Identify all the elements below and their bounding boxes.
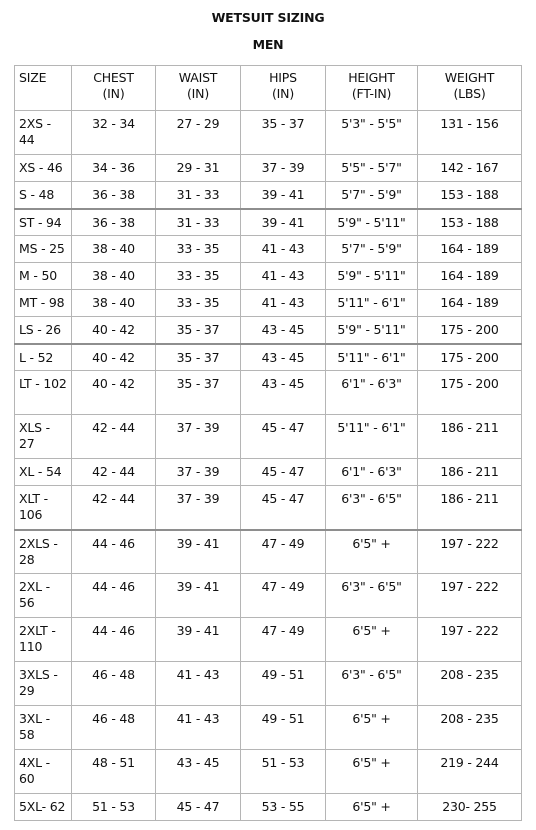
cell-size: XS - 46: [15, 155, 72, 182]
column-header-unit: (IN): [187, 86, 209, 101]
cell-hips: 49 - 51: [241, 662, 326, 706]
cell-hips: 51 - 53: [241, 750, 326, 794]
cell-size: 3XL - 58: [15, 706, 72, 750]
cell-hips: 41 - 43: [241, 263, 326, 290]
cell-weight: 186 - 211: [418, 486, 522, 530]
cell-weight: 208 - 235: [418, 662, 522, 706]
column-header-weight: [418, 66, 522, 111]
cell-height: 5'11" - 6'1": [326, 344, 418, 371]
cell-size: MS - 25: [15, 236, 72, 263]
cell-hips: 43 - 45: [241, 317, 326, 344]
cell-chest: 51 - 53: [72, 794, 156, 821]
table-row: [15, 486, 522, 530]
cell-hips: 45 - 47: [241, 486, 326, 530]
column-header-line: WAIST: [178, 70, 218, 85]
sizing-table: [14, 65, 522, 821]
cell-hips: 39 - 41: [241, 182, 326, 209]
cell-waist: 27 - 29: [156, 111, 241, 155]
cell-waist: 39 - 41: [156, 574, 241, 618]
cell-waist: 35 - 37: [156, 371, 241, 415]
cell-hips: 43 - 45: [241, 371, 326, 415]
cell-waist: 37 - 39: [156, 486, 241, 530]
cell-waist: 37 - 39: [156, 415, 241, 459]
cell-chest: 34 - 36: [72, 155, 156, 182]
cell-hips: 43 - 45: [241, 344, 326, 371]
cell-height: 5'7" - 5'9": [326, 236, 418, 263]
table-row: [15, 182, 522, 209]
cell-chest: 46 - 48: [72, 706, 156, 750]
cell-weight: 153 - 188: [418, 182, 522, 209]
cell-size: 2XLT - 110: [15, 618, 72, 662]
cell-chest: 46 - 48: [72, 662, 156, 706]
cell-size: XLS - 27: [15, 415, 72, 459]
cell-chest: 42 - 44: [72, 459, 156, 486]
cell-size: M - 50: [15, 263, 72, 290]
cell-waist: 33 - 35: [156, 290, 241, 317]
cell-chest: 48 - 51: [72, 750, 156, 794]
column-header-line: SIZE: [19, 70, 47, 85]
cell-weight: 175 - 200: [418, 317, 522, 344]
cell-waist: 31 - 33: [156, 182, 241, 209]
cell-chest: 36 - 38: [72, 209, 156, 236]
cell-size: XLT - 106: [15, 486, 72, 530]
table-row: [15, 459, 522, 486]
column-header-line: CHEST: [93, 70, 134, 85]
cell-weight: 186 - 211: [418, 459, 522, 486]
table-row: [15, 371, 522, 415]
cell-chest: 38 - 40: [72, 236, 156, 263]
column-header-line: WEIGHT: [444, 70, 495, 85]
cell-waist: 39 - 41: [156, 530, 241, 574]
column-header-unit: (FT-IN): [351, 86, 392, 101]
column-header-hips: [241, 66, 326, 111]
table-row: [15, 317, 522, 344]
cell-hips: 39 - 41: [241, 209, 326, 236]
cell-size: MT - 98: [15, 290, 72, 317]
cell-size: S - 48: [15, 182, 72, 209]
cell-weight: 142 - 167: [418, 155, 522, 182]
cell-height: 6'3" - 6'5": [326, 486, 418, 530]
cell-height: 6'3" - 6'5": [326, 574, 418, 618]
cell-waist: 43 - 45: [156, 750, 241, 794]
cell-height: 5'11" - 6'1": [326, 415, 418, 459]
cell-waist: 41 - 43: [156, 662, 241, 706]
cell-height: 5'7" - 5'9": [326, 182, 418, 209]
table-row: [15, 111, 522, 155]
column-header-unit: (LBS): [453, 86, 486, 101]
cell-height: 6'1" - 6'3": [326, 459, 418, 486]
page-subtitle: MEN: [252, 37, 284, 52]
cell-size: 5XL- 62: [15, 794, 72, 821]
cell-size: LT - 102: [15, 371, 72, 415]
cell-weight: 164 - 189: [418, 263, 522, 290]
cell-size: 2XS - 44: [15, 111, 72, 155]
cell-chest: 42 - 44: [72, 486, 156, 530]
cell-weight: 230- 255: [418, 794, 522, 821]
cell-size: L - 52: [15, 344, 72, 371]
cell-hips: 35 - 37: [241, 111, 326, 155]
cell-chest: 38 - 40: [72, 290, 156, 317]
cell-hips: 37 - 39: [241, 155, 326, 182]
cell-waist: 33 - 35: [156, 236, 241, 263]
cell-height: 6'1" - 6'3": [326, 371, 418, 415]
cell-size: 3XLS - 29: [15, 662, 72, 706]
column-header-line: HEIGHT: [348, 70, 395, 85]
column-header-waist: [156, 66, 241, 111]
table-row: [15, 263, 522, 290]
column-header-unit: (IN): [272, 86, 294, 101]
cell-waist: 45 - 47: [156, 794, 241, 821]
column-header-unit: (IN): [102, 86, 125, 101]
cell-chest: 44 - 46: [72, 530, 156, 574]
cell-hips: 47 - 49: [241, 574, 326, 618]
cell-chest: 38 - 40: [72, 263, 156, 290]
table-row: [15, 530, 522, 574]
table-row: [15, 574, 522, 618]
cell-weight: 153 - 188: [418, 209, 522, 236]
cell-waist: 41 - 43: [156, 706, 241, 750]
cell-waist: 31 - 33: [156, 209, 241, 236]
cell-hips: 53 - 55: [241, 794, 326, 821]
cell-height: 6'5" +: [326, 794, 418, 821]
table-row: [15, 236, 522, 263]
cell-weight: 175 - 200: [418, 371, 522, 415]
cell-weight: 164 - 189: [418, 236, 522, 263]
page-title: WETSUIT SIZING: [211, 10, 325, 25]
cell-size: LS - 26: [15, 317, 72, 344]
cell-height: 5'9" - 5'11": [326, 209, 418, 236]
cell-weight: 197 - 222: [418, 618, 522, 662]
cell-height: 5'9" - 5'11": [326, 317, 418, 344]
cell-waist: 39 - 41: [156, 618, 241, 662]
cell-chest: 40 - 42: [72, 317, 156, 344]
cell-waist: 37 - 39: [156, 459, 241, 486]
cell-hips: 41 - 43: [241, 290, 326, 317]
cell-weight: 131 - 156: [418, 111, 522, 155]
cell-weight: 197 - 222: [418, 574, 522, 618]
cell-hips: 47 - 49: [241, 530, 326, 574]
cell-chest: 32 - 34: [72, 111, 156, 155]
table-row: [15, 618, 522, 662]
cell-hips: 45 - 47: [241, 415, 326, 459]
column-header-size: [15, 66, 72, 111]
cell-hips: 47 - 49: [241, 618, 326, 662]
cell-waist: 33 - 35: [156, 263, 241, 290]
cell-hips: 49 - 51: [241, 706, 326, 750]
header-row: [15, 66, 522, 111]
cell-size: 2XL - 56: [15, 574, 72, 618]
cell-waist: 35 - 37: [156, 344, 241, 371]
table-row: [15, 290, 522, 317]
cell-height: 5'11" - 6'1": [326, 290, 418, 317]
cell-size: XL - 54: [15, 459, 72, 486]
cell-weight: 219 - 244: [418, 750, 522, 794]
cell-size: 2XLS - 28: [15, 530, 72, 574]
cell-weight: 164 - 189: [418, 290, 522, 317]
table-row: [15, 344, 522, 371]
table-body: [15, 111, 522, 821]
cell-height: 5'9" - 5'11": [326, 263, 418, 290]
cell-chest: 40 - 42: [72, 371, 156, 415]
table-row: [15, 415, 522, 459]
cell-weight: 186 - 211: [418, 415, 522, 459]
table-row: [15, 155, 522, 182]
column-header-height: [326, 66, 418, 111]
table-row: [15, 662, 522, 706]
cell-height: 5'3" - 5'5": [326, 111, 418, 155]
cell-chest: 42 - 44: [72, 415, 156, 459]
cell-chest: 44 - 46: [72, 618, 156, 662]
column-header-chest: [72, 66, 156, 111]
table-row: [15, 209, 522, 236]
table-row: [15, 750, 522, 794]
cell-weight: 197 - 222: [418, 530, 522, 574]
table-row: [15, 706, 522, 750]
cell-size: 4XL - 60: [15, 750, 72, 794]
cell-weight: 208 - 235: [418, 706, 522, 750]
cell-weight: 175 - 200: [418, 344, 522, 371]
cell-height: 6'3" - 6'5": [326, 662, 418, 706]
cell-waist: 35 - 37: [156, 317, 241, 344]
cell-hips: 41 - 43: [241, 236, 326, 263]
cell-size: ST - 94: [15, 209, 72, 236]
table-row: [15, 794, 522, 821]
cell-waist: 29 - 31: [156, 155, 241, 182]
cell-hips: 45 - 47: [241, 459, 326, 486]
cell-height: 6'5" +: [326, 530, 418, 574]
cell-height: 6'5" +: [326, 618, 418, 662]
cell-height: 5'5" - 5'7": [326, 155, 418, 182]
cell-height: 6'5" +: [326, 706, 418, 750]
cell-chest: 40 - 42: [72, 344, 156, 371]
cell-chest: 36 - 38: [72, 182, 156, 209]
column-header-line: HIPS: [269, 70, 297, 85]
cell-height: 6'5" +: [326, 750, 418, 794]
cell-chest: 44 - 46: [72, 574, 156, 618]
